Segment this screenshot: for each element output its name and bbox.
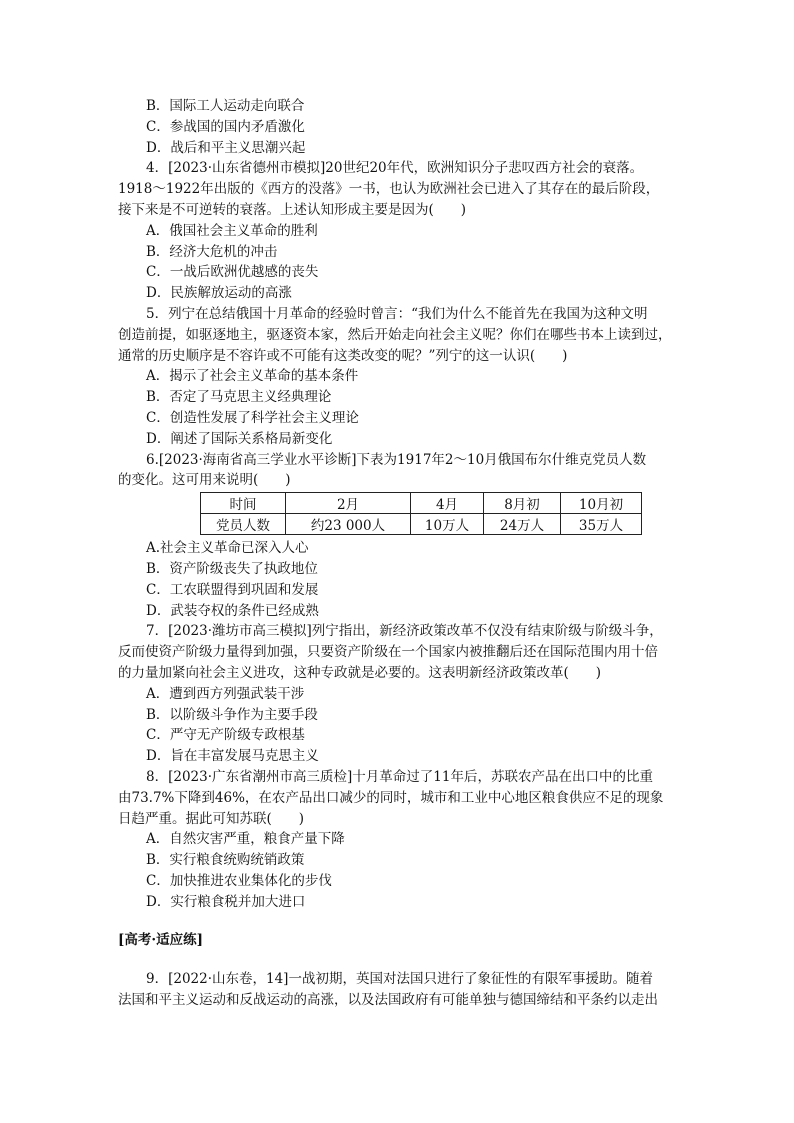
- question-text-line: 创造前提，如驱逐地主，驱逐资本家，然后开始走向社会主义呢？你们在哪些书本上读到过，: [118, 326, 672, 343]
- question-stem: 9．[2022·山东卷，14]一战初期，英国对法国只进行了象征性的有限军事援助。随着: [146, 971, 653, 988]
- question-text-line: 日趋严重。据此可知苏联( ): [118, 810, 305, 827]
- question-stem: 4．[2023·山东省德州市模拟]20世纪20年代，欧洲知识分子悲叹西方社会的衰落。: [146, 160, 644, 177]
- question-text-line: 的力量加紧向社会主义进攻，这种专政就是必要的。这表明新经济政策改革( ): [118, 664, 602, 681]
- question-stem: 8．[2023·广东省潮州市高三质检]十月革命过了11年后，苏联农产品在出口中的比重: [146, 768, 653, 785]
- table-cell: 10万人: [411, 514, 484, 535]
- answer-option: C．工农联盟得到巩固和发展: [146, 581, 319, 598]
- party-member-table-wrap: [200, 492, 678, 535]
- table-cell: 35万人: [561, 514, 642, 535]
- party-member-table: [200, 492, 642, 535]
- question-text-line: 接下来是不可逆转的衰落。上述认知形成主要是因为( ): [118, 201, 467, 218]
- table-row: [201, 514, 642, 535]
- document-content: [118, 96, 678, 1011]
- table-header-row: [201, 493, 642, 514]
- answer-option: D．武装夺权的条件已经成熟: [146, 602, 319, 619]
- questions-block-3: [118, 969, 678, 1011]
- table-cell: 10月初: [561, 493, 642, 514]
- answer-option: A．俄国社会主义革命的胜利: [146, 222, 318, 239]
- table-cell: 党员人数: [201, 514, 286, 535]
- answer-option: C．一战后欧洲优越感的丧失: [146, 264, 319, 281]
- question-stem: 6.[2023·海南省高三学业水平诊断]下表为1917年2～10月俄国布尔什维克党员人数: [146, 451, 647, 468]
- answer-option: D．阐述了国际关系格局新变化: [146, 430, 333, 447]
- answer-option: A．揭示了社会主义革命的基本条件: [146, 368, 359, 385]
- question-text-line: 的变化。这可用来说明( ): [118, 472, 291, 489]
- answer-option: B．资产阶级丧失了执政地位: [146, 560, 318, 577]
- answer-option: D．实行粮食税并加大进口: [146, 893, 306, 910]
- answer-option: C．参战国的国内矛盾激化: [146, 118, 305, 135]
- answer-option: B．否定了马克思主义经典理论: [146, 389, 332, 406]
- table-cell: 时间: [201, 493, 286, 514]
- table-cell: 约23 000人: [286, 514, 411, 535]
- table-cell: 2月: [286, 493, 411, 514]
- question-text-line: 通常的历史顺序是不容许或不可能有这类改变的呢？”列宁的这一认识( ): [118, 347, 568, 364]
- table-cell: 4月: [411, 493, 484, 514]
- table-cell: 24万人: [484, 514, 561, 535]
- table-cell: 8月初: [484, 493, 561, 514]
- question-text-line: 1918～1922年出版的《西方的没落》一书，也认为欧洲社会已进入了其存在的最后阶段，: [118, 181, 660, 198]
- question-text-line: 由73.7%下降到46%，在农产品出口减少的同时，城市和工业中心地区粮食供应不足的现象: [118, 789, 664, 806]
- section-title: [高考·适应练]: [118, 932, 203, 949]
- question-text-line: 反而使资产阶级力量得到加强，只要资产阶级在一个国家内被推翻后还在国际范围内用十倍: [118, 644, 658, 661]
- questions-block-1: [118, 96, 678, 491]
- answer-option: C．创造性发展了科学社会主义理论: [146, 409, 359, 426]
- question-stem: 7．[2023·潍坊市高三模拟]列宁指出，新经济政策改革不仅没有结束阶级与阶级斗争，: [146, 623, 663, 640]
- answer-option: D．战后和平主义思潮兴起: [146, 139, 306, 156]
- answer-option: B．以阶级斗争作为主要手段: [146, 706, 318, 723]
- answer-option: A．遭到西方列强武装干涉: [146, 685, 305, 702]
- answer-option: D．民族解放运动的高涨: [146, 285, 292, 302]
- answer-option: A.社会主义革命已深入人心: [146, 540, 309, 557]
- answer-option: A．自然灾害严重，粮食产量下降: [146, 831, 345, 848]
- question-text-line: 法国和平主义运动和反战运动的高涨，以及法国政府有可能单独与德国缔结和平条约以走出: [118, 992, 658, 1009]
- answer-option: B．实行粮食统购统销政策: [146, 852, 305, 869]
- answer-option: B．经济大危机的冲击: [146, 243, 278, 260]
- question-stem: 5．列宁在总结俄国十月革命的经验时曾言：“我们为什么不能首先在我国为这种文明: [146, 305, 648, 322]
- questions-block-2: [118, 538, 678, 912]
- answer-option: C．严守无产阶级专政根基: [146, 727, 305, 744]
- answer-option: B．国际工人运动走向联合: [146, 98, 305, 114]
- answer-option: C．加快推进农业集体化的步伐: [146, 872, 332, 889]
- answer-option: D．旨在丰富发展马克思主义: [146, 748, 319, 765]
